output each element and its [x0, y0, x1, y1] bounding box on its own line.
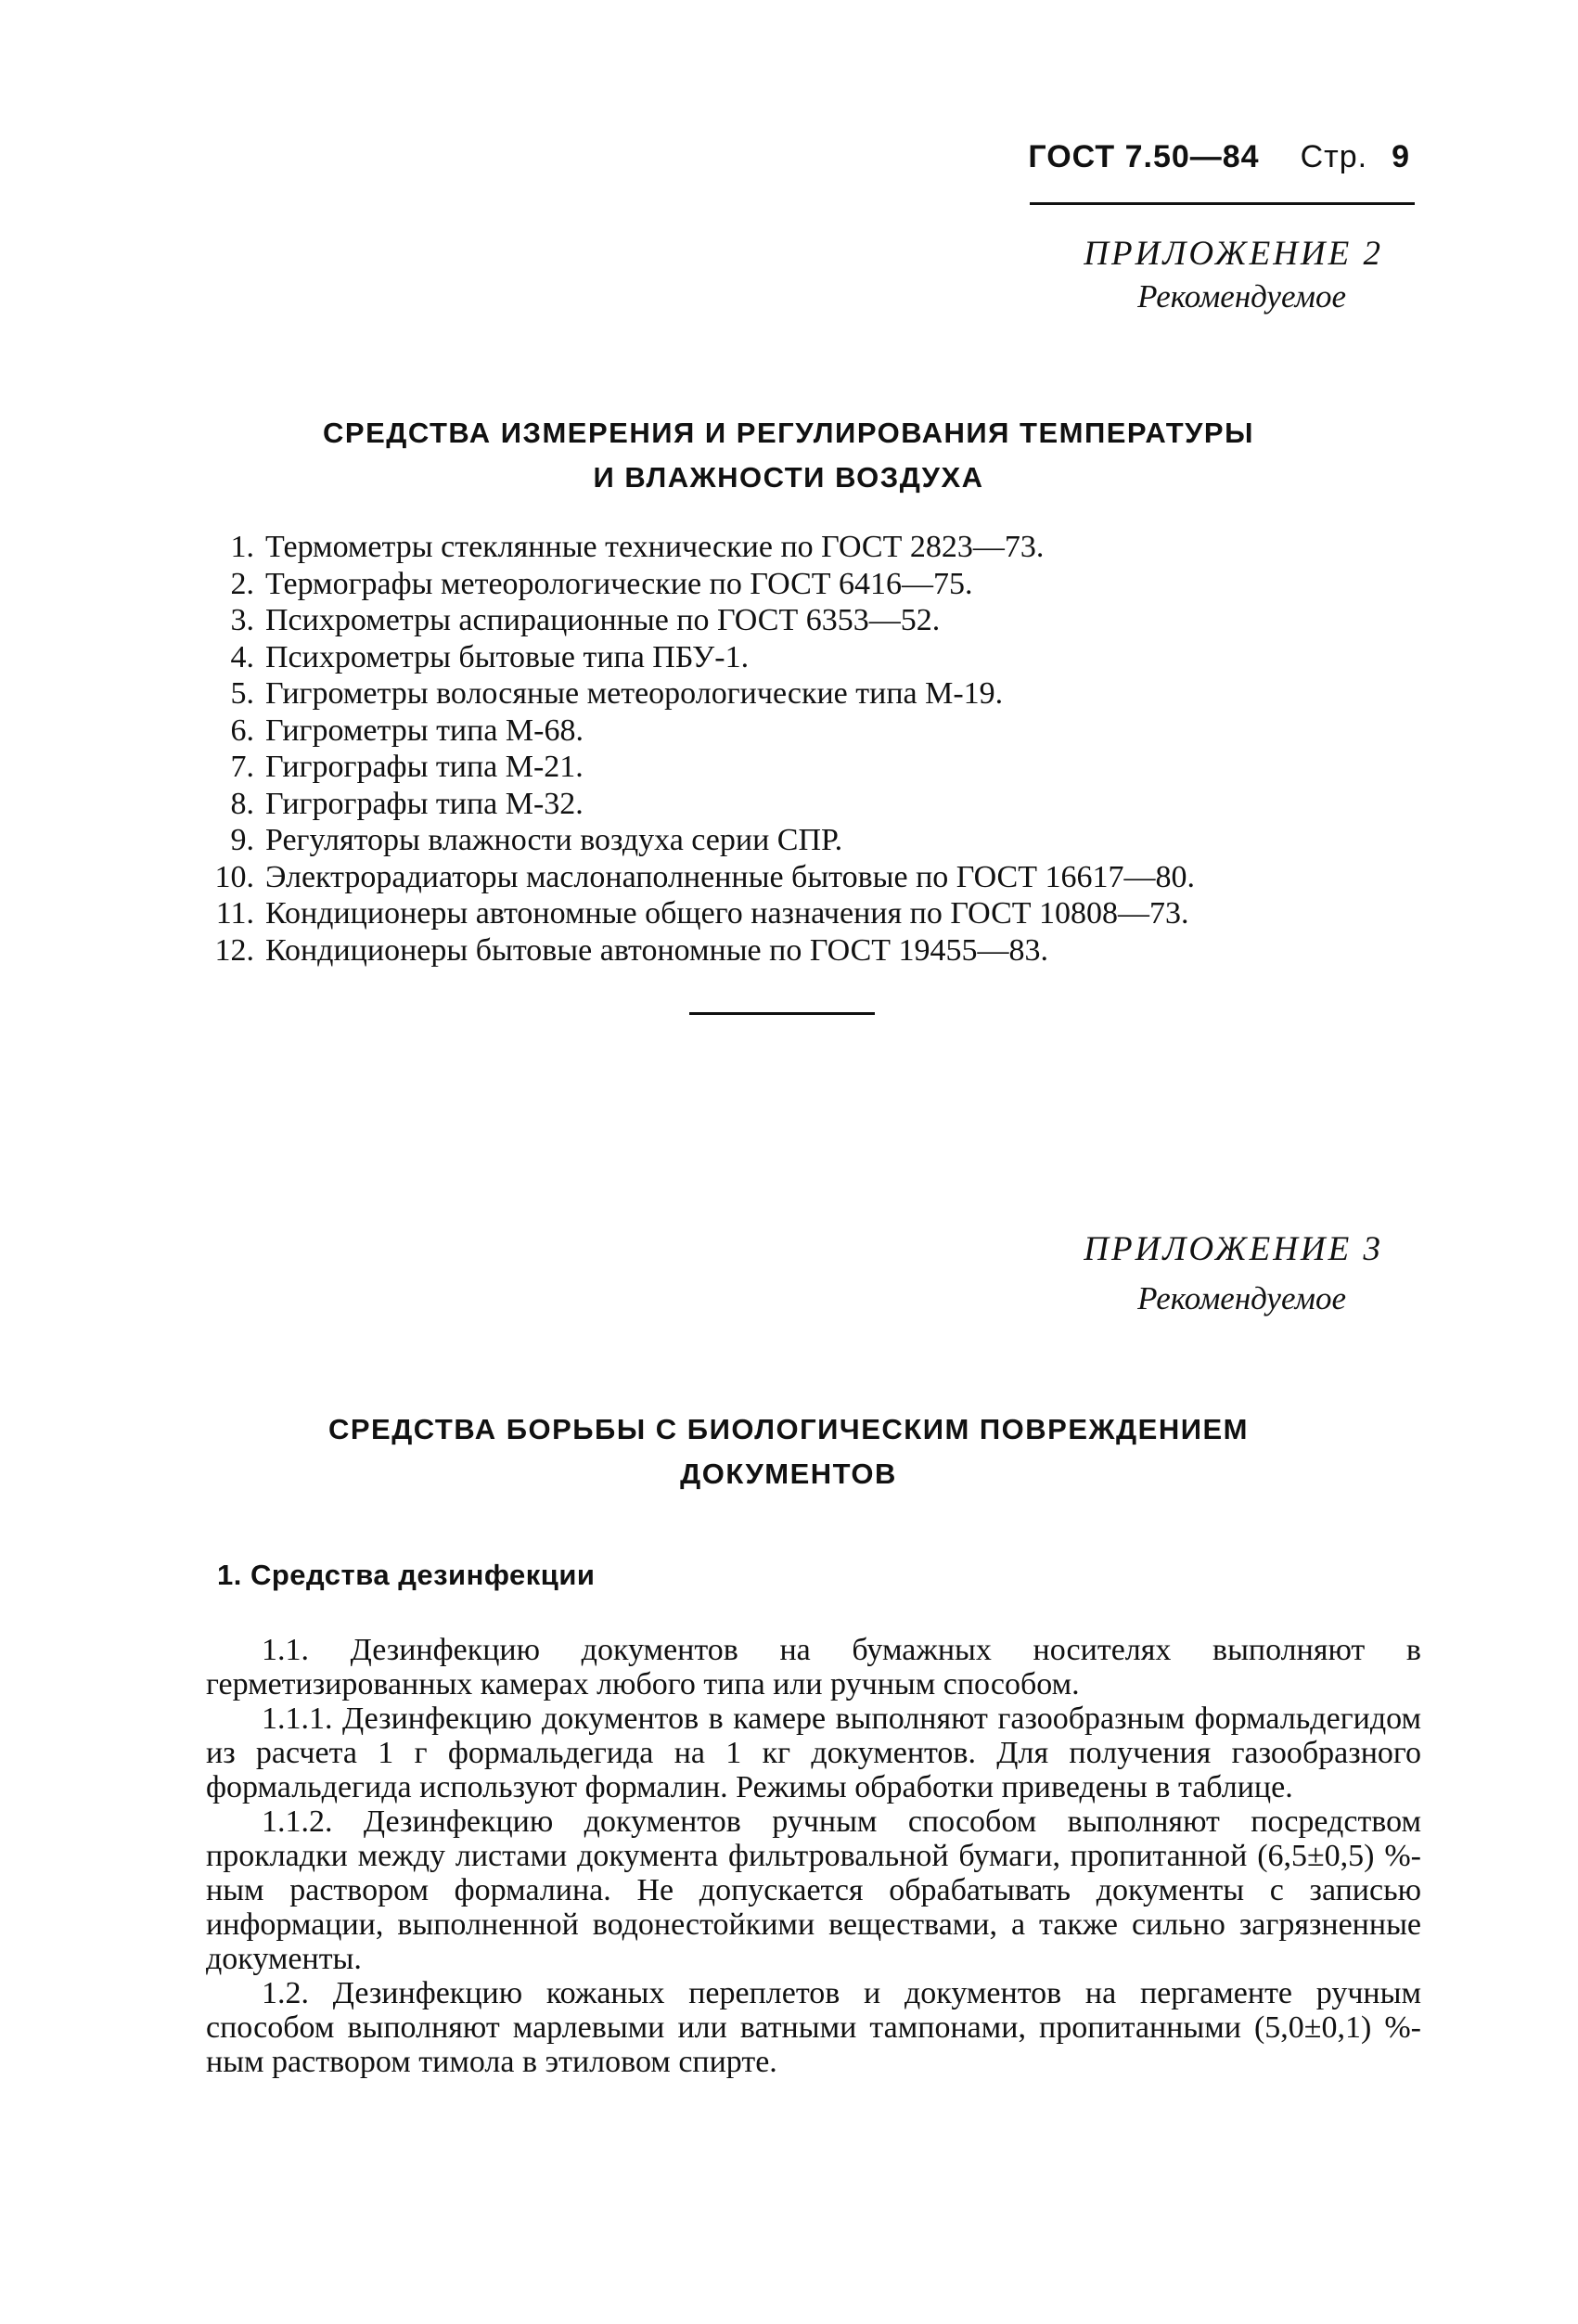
list-item-text: Гигрографы типа М-21. [265, 750, 584, 784]
list-item-text: Гигрографы типа М-32. [265, 786, 584, 821]
list-item [206, 675, 1421, 713]
list-item-number: 2. [230, 566, 254, 601]
list-item-text: Психрометры аспирационные по ГОСТ 6353—52. [265, 603, 941, 637]
list-item [206, 932, 1421, 969]
appendix-2-title-line-1: СРЕДСТВА ИЗМЕРЕНИЯ И РЕГУЛИРОВАНИЯ ТЕМПЕРАТУРЫ [323, 417, 1254, 449]
appendix-3-label: ПРИЛОЖЕНИЕ 3 [1084, 1230, 1383, 1268]
appendix-3-title [186, 1407, 1392, 1496]
list-item-number: 12. [214, 932, 254, 968]
list-item-text: Кондиционеры бытовые автономные по ГОСТ 19455—83. [265, 932, 1049, 968]
appendix-2-title-line-2: И ВЛАЖНОСТИ ВОЗДУХА [593, 461, 984, 494]
list-item [206, 822, 1421, 859]
list-item [206, 859, 1421, 896]
list-item [206, 895, 1421, 932]
list-item [206, 566, 1421, 603]
list-item-text: Гигрометры волосяные метеорологические типа М-19. [265, 676, 1004, 711]
appendix-2-note: Рекомендуемое [1137, 278, 1346, 315]
paragraph: 1.1.2. Дезинфекцию документов ручным способом выполняют посредством прокладки между листами документа фильтровальной бумаги, пропитанной (6,5±0,5) %-ным раствором формалина. Не допускается обрабатывать документы с записью информации, выполненной водонестойкими веществами, а также сильно загрязненные документы. [206, 1804, 1421, 1976]
section-divider [689, 1012, 875, 1015]
paragraph: 1.1. Дезинфекцию документов на бумажных носителях выполняют в герметизированных камерах любого типа или ручным способом. [206, 1633, 1421, 1701]
list-item-number: 6. [230, 713, 254, 748]
subsection-title: 1. Средства дезинфекции [217, 1559, 596, 1591]
list-item [206, 602, 1421, 639]
list-item-text: Термометры стеклянные технические по ГОСТ 2823—73. [265, 530, 1045, 564]
appendix-2-label: ПРИЛОЖЕНИЕ 2 [1084, 235, 1383, 273]
appendix-2-title [186, 411, 1392, 500]
list-item-number: 4. [230, 639, 254, 674]
list-item-text: Термографы метеорологические по ГОСТ 6416—75. [265, 566, 973, 601]
list-item-number: 8. [230, 786, 254, 821]
appendix-3-title-line-2: ДОКУМЕНТОВ [680, 1457, 897, 1490]
header-rule [1030, 202, 1415, 205]
list-item [206, 749, 1421, 786]
appendix-3-note: Рекомендуемое [1137, 1280, 1346, 1316]
list-item [206, 529, 1421, 566]
list-item-number: 11. [215, 896, 254, 931]
list-item-number: 7. [230, 750, 254, 784]
list-item-text: Электрорадиаторы маслонаполненные бытовые по ГОСТ 16617—80. [265, 859, 1196, 894]
list-item-number: 1. [230, 530, 254, 564]
appendix-3-title-line-1: СРЕДСТВА БОРЬБЫ С БИОЛОГИЧЕСКИМ ПОВРЕЖДЕНИЕМ [327, 1413, 1249, 1445]
page-label: Стр. [1300, 139, 1368, 174]
body-text [206, 1633, 1421, 2079]
page-header [1002, 139, 1410, 175]
equipment-list [206, 529, 1421, 969]
list-item-number: 3. [230, 603, 254, 637]
list-item-text: Регуляторы влажности воздуха серии СПР. [265, 823, 843, 857]
paragraph: 1.2. Дезинфекцию кожаных переплетов и документов на пергаменте ручным способом выполняют марлевыми или ватными тампонами, пропитанными (5,0±0,1) %-ным раствором тимола в этиловом спирте. [206, 1976, 1421, 2079]
list-item [206, 639, 1421, 676]
page-number: 9 [1392, 139, 1410, 174]
list-item [206, 786, 1421, 823]
paragraph: 1.1.1. Дезинфекцию документов в камере выполняют газообразным формальдегидом из расчета 1 г формальдегида на 1 кг документов. Для получения газообразного формальдегида используют формалин. Режимы обработки приведены в таблице. [206, 1701, 1421, 1804]
list-item-number: 10. [214, 859, 254, 894]
list-item-number: 5. [230, 676, 254, 711]
list-item-text: Психрометры бытовые типа ПБУ-1. [265, 639, 750, 674]
list-item-text: Кондиционеры автономные общего назначения по ГОСТ 10808—73. [265, 896, 1189, 931]
list-item-text: Гигрометры типа М-68. [265, 713, 584, 748]
standard-number: ГОСТ 7.50—84 [1028, 139, 1260, 174]
list-item-number: 9. [230, 823, 254, 857]
list-item [206, 713, 1421, 750]
